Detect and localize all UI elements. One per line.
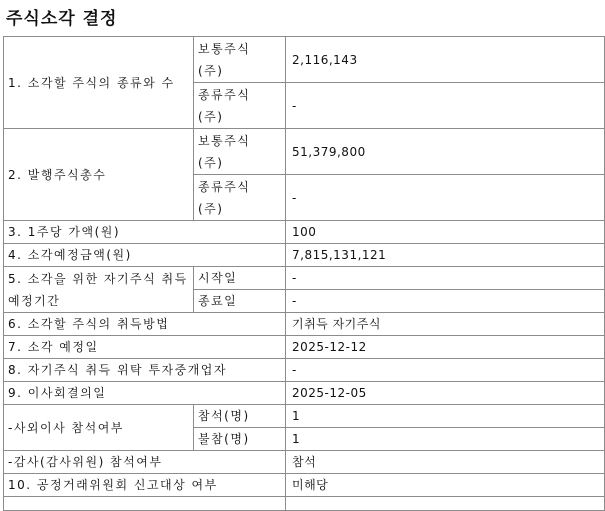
- row-label-cancel-shares: 1. 소각할 주식의 종류와 수: [4, 37, 194, 129]
- row-label-acquisition-method: 6. 소각할 주식의 취득방법: [4, 313, 286, 336]
- value-par-value: 100: [286, 221, 605, 244]
- row-label-cancel-date: 7. 소각 예정일: [4, 336, 286, 359]
- value-ftc-report: 미해당: [286, 474, 605, 497]
- table-row: [4, 129, 605, 175]
- table-cell: [286, 497, 605, 511]
- table-row: [4, 474, 605, 497]
- sub-label-common-shares: 보통주식 (주): [194, 129, 286, 175]
- page-title: 주식소각 결정: [6, 9, 118, 29]
- row-label-outside-director-attendance: -사외이사 참석여부: [4, 405, 194, 451]
- row-label-auditor-attendance: -감사(감사위원) 참석여부: [4, 451, 286, 474]
- value-acquisition-method: 기취득 자기주식: [286, 313, 605, 336]
- value-issued-class-shares: -: [286, 175, 605, 221]
- value-board-resolution-date: 2025-12-05: [286, 382, 605, 405]
- table-row: [4, 336, 605, 359]
- sub-label-end-date: 종료일: [194, 290, 286, 313]
- row-label-par-value: 3. 1주당 가액(원): [4, 221, 286, 244]
- value-absent: 1: [286, 428, 605, 451]
- sub-label-start-date: 시작일: [194, 267, 286, 290]
- row-label-broker: 8. 자기주식 취득 위탁 투자중개업자: [4, 359, 286, 382]
- sub-label-common-shares: 보통주식 (주): [194, 37, 286, 83]
- table-row: [4, 451, 605, 474]
- table-row: [4, 382, 605, 405]
- table-row: [4, 405, 605, 428]
- value-attended: 1: [286, 405, 605, 428]
- disclosure-table: [3, 36, 605, 511]
- table-row: [4, 497, 605, 511]
- sub-label-class-shares: 종류주식 (주): [194, 175, 286, 221]
- row-label-board-resolution-date: 9. 이사회결의일: [4, 382, 286, 405]
- row-label-acquisition-period: 5. 소각을 위한 자기주식 취득 예정기간: [4, 267, 194, 313]
- sub-label-class-shares: 종류주식 (주): [194, 83, 286, 129]
- value-broker: -: [286, 359, 605, 382]
- sub-label-attended: 참석(명): [194, 405, 286, 428]
- value-issued-common-shares: 51,379,800: [286, 129, 605, 175]
- value-auditor-attendance: 참석: [286, 451, 605, 474]
- value-cancel-class-shares: -: [286, 83, 605, 129]
- table-row: [4, 244, 605, 267]
- value-cancel-date: 2025-12-12: [286, 336, 605, 359]
- row-label-ftc-report: 10. 공정거래위원회 신고대상 여부: [4, 474, 286, 497]
- table-row: [4, 221, 605, 244]
- table-row: [4, 313, 605, 336]
- value-cancel-amount: 7,815,131,121: [286, 244, 605, 267]
- table-row: [4, 37, 605, 83]
- value-start-date: -: [286, 267, 605, 290]
- value-cancel-common-shares: 2,116,143: [286, 37, 605, 83]
- row-label-cancel-amount: 4. 소각예정금액(원): [4, 244, 286, 267]
- table-row: [4, 359, 605, 382]
- sub-label-absent: 불참(명): [194, 428, 286, 451]
- row-label-total-issued: 2. 발행주식총수: [4, 129, 194, 221]
- value-end-date: -: [286, 290, 605, 313]
- table-row: [4, 267, 605, 290]
- table-cell: [4, 497, 286, 511]
